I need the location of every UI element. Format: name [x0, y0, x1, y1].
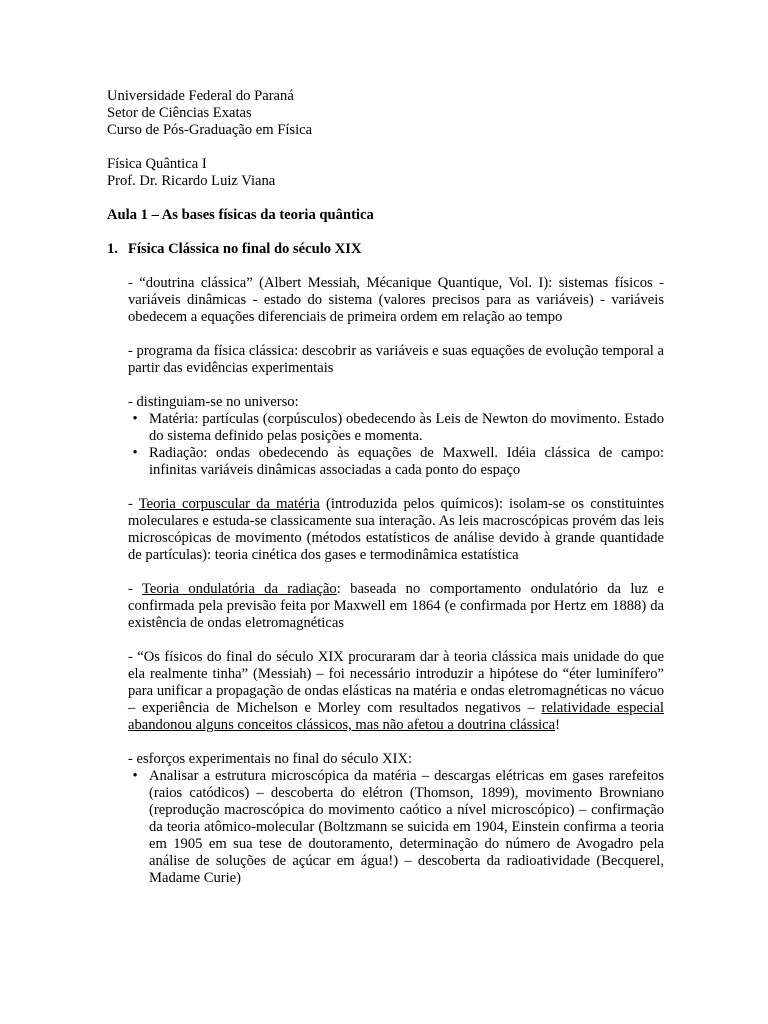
- underlined-term: Teoria corpuscular da matéria: [138, 496, 320, 512]
- paragraph-prefix: -: [128, 496, 139, 512]
- sector-name: Setor de Ciências Exatas: [107, 105, 252, 121]
- paragraph-text: (introduzida pelos químicos): isolam-se os constituintes moleculares e estuda-se classicamente sua interação. As leis macroscópicas provém das leis microscópicas de movimento (métodos estatísticos de análise devido à grande quantidade de partículas): teoria cinética dos gases e termodinâmica estatística: [128, 496, 665, 563]
- bullet-icon: •: [132, 445, 138, 461]
- underlined-term: Teoria ondulatória da radiação: [141, 581, 337, 597]
- paragraph-classical-doctrine: - “doutrina clássica” (Albert Messiah, Mécanique Quantique, Vol. I): sistemas físicos - variáveis dinâmicas - estado do sistema (valores precisos para as variáveis) - variáveis obedecem a equações diferenciais de primeira ordem em relação ao tempo: [128, 275, 664, 325]
- experimental-bullet-list: [128, 768, 664, 887]
- professor-name: Prof. Dr. Ricardo Luiz Viana: [107, 173, 276, 189]
- list-item: [128, 445, 664, 479]
- paragraph-ether-hypothesis: [128, 649, 664, 734]
- bullet-text-microscopic-structure: Analisar a estrutura microscópica da matéria – descargas elétricas em gases rarefeitos (raios catódicos) – descoberta do elétron (Thomson, 1899), movimento Browniano (reprodução macroscópica do movimento caótico a nível microscópico) – confirmação da teoria atômico-molecular (Boltzmann se suicida em 1904, Einstein confirma a teoria em 1905 em sua tese de doutoramento, determinação do número de Avogadro pela análise de soluções de açúcar em água!) – descoberta da radioatividade (Becquerel, Madame Curie): [149, 768, 664, 886]
- paragraph-wave-theory: [128, 581, 664, 632]
- section-body: [128, 275, 664, 904]
- section-title: Física Clássica no final do século XIX: [128, 241, 362, 257]
- bullet-icon: •: [132, 411, 138, 427]
- course-name: Curso de Pós-Graduação em Física: [107, 122, 313, 138]
- universe-bullet-list: [128, 411, 664, 479]
- bullet-text-matter: Matéria: partículas (corpúsculos) obedecendo às Leis de Newton do movimento. Estado do sistema definido pelas posições e momenta.: [149, 411, 664, 444]
- paragraph-prefix: -: [128, 581, 142, 597]
- underlined-statement: relatividade especial abandonou alguns conceitos clássicos, mas não afetou a doutrina clássica: [128, 700, 664, 733]
- section-heading: [107, 241, 362, 258]
- subject-name: Física Quântica I: [107, 156, 207, 172]
- lecture-title: Aula 1 – As bases físicas da teoria quântica: [107, 207, 374, 223]
- document-header: [107, 88, 312, 190]
- spacer: [107, 139, 312, 156]
- paragraph-corpuscular-theory: [128, 496, 664, 564]
- paragraph-text: - “Os físicos do final do século XIX procuraram dar à teoria clássica mais unidade do que ela realmente tinha” (Messiah) – foi necessário introduzir a hipótese do “éter luminífero” para unificar a propagação de ondas elásticas na matéria e ondas eletromagnéticas no vácuo – experiência de Michelson e Morley com resultados negativos –: [128, 649, 664, 716]
- list-item: [128, 768, 664, 887]
- paragraph-universe-intro: - distinguiam-se no universo:: [128, 394, 299, 410]
- bullet-text-radiation: Radiação: ondas obedecendo às equações de Maxwell. Idéia clássica de campo: infinitas variáveis dinâmicas associadas a cada ponto do espaço: [149, 445, 664, 478]
- paragraph-experimental-efforts: - esforços experimentais no final do século XIX:: [128, 751, 413, 767]
- paragraph-classical-program: - programa da física clássica: descobrir as variáveis e suas equações de evolução temporal a partir das evidências experimentais: [128, 343, 664, 376]
- bullet-icon: •: [132, 768, 138, 784]
- section-number: 1.: [107, 241, 118, 257]
- paragraph-text: : baseada no comportamento ondulatório da luz e confirmada pela previsão feita por Maxwell em 1864 (e confirmada por Hertz em 1888) da existência de ondas eletromagnéticas: [128, 581, 664, 631]
- list-item: [128, 411, 664, 445]
- institution-name: Universidade Federal do Paraná: [107, 88, 294, 104]
- paragraph-end: !: [555, 717, 561, 733]
